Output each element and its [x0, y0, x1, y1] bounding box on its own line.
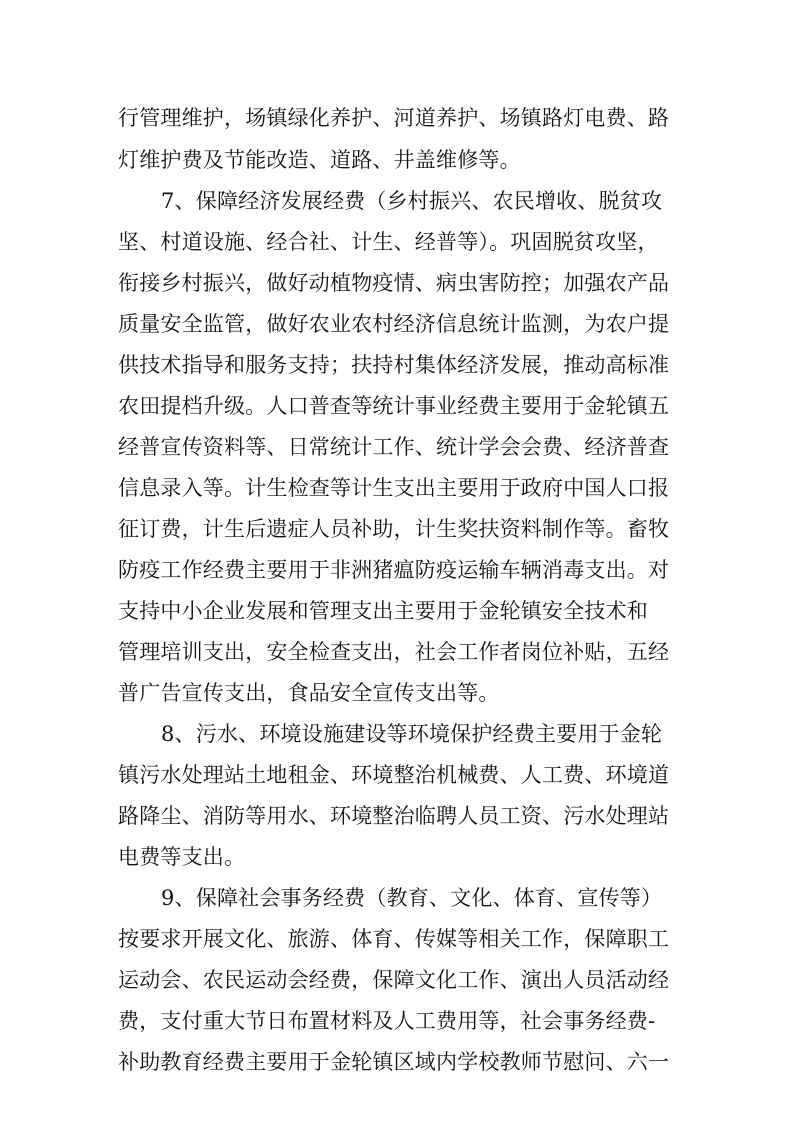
body-text-line: 镇污水处理站土地租金、环境整治机械费、人工费、环境道	[118, 763, 670, 787]
body-text-line: 供技术指导和服务支持；扶持村集体经济发展，推动高标准	[118, 353, 670, 377]
body-text-line: 衔接乡村振兴，做好动植物疫情、病虫害防控；加强农产品	[118, 271, 670, 295]
body-text-line: 征订费，计生后遗症人员补助，计生奖扶资料制作等。畜牧	[118, 517, 670, 541]
body-text-line: 灯维护费及节能改造、道路、井盖维修等。	[118, 148, 521, 172]
body-text-line: 支持中小企业发展和管理支出主要用于金轮镇安全技术和	[118, 599, 648, 623]
body-text-line: 电费等支出。	[118, 845, 246, 869]
body-text-line: 经普宣传资料等、日常统计工作、统计学会会费、经济普查	[118, 435, 670, 459]
body-text-line: 质量安全监管，做好农业农村经济信息统计监测，为农户提	[118, 312, 670, 336]
body-text-line: 管理培训支出，安全检查支出，社会工作者岗位补贴，五经	[118, 640, 670, 664]
body-text-line: 路降尘、消防等用水、环境整治临聘人员工资、污水处理站	[118, 804, 670, 828]
body-text-line: 费，支付重大节日布置材料及人工费用等，社会事务经费-	[118, 1009, 656, 1033]
body-text-line: 行管理维护，场镇绿化养护、河道养护、场镇路灯电费、路	[118, 106, 670, 130]
body-text-line: 农田提档升级。人口普查等统计事业经费主要用于金轮镇五	[118, 394, 670, 418]
paragraph-9-first-line: 9、保障社会事务经费（教育、文化、体育、宣传等）	[161, 886, 663, 910]
body-text-line: 信息录入等。计生检查等计生支出主要用于政府中国人口报	[118, 476, 670, 500]
body-text-line: 防疫工作经费主要用于非洲猪瘟防疫运输车辆消毒支出。对	[118, 558, 670, 582]
paragraph-7-first-line: 7、保障经济发展经费（乡村振兴、农民增收、脱贫攻	[161, 189, 663, 213]
body-text-line: 补助教育经费主要用于金轮镇区域内学校教师节慰问、六一	[118, 1050, 670, 1074]
paragraph-8-first-line: 8、污水、环境设施建设等环境保护经费主要用于金轮	[161, 722, 663, 746]
body-text-line: 坚、村道设施、经合社、计生、经普等）。巩固脱贫攻坚，	[118, 230, 659, 254]
body-text-line: 运动会、农民运动会经费，保障文化工作、演出人员活动经	[118, 968, 670, 992]
body-text-line: 普广告宣传支出，食品安全宣传支出等。	[118, 681, 500, 705]
body-text-line: 按要求开展文化、旅游、体育、传媒等相关工作，保障职工	[118, 927, 670, 951]
